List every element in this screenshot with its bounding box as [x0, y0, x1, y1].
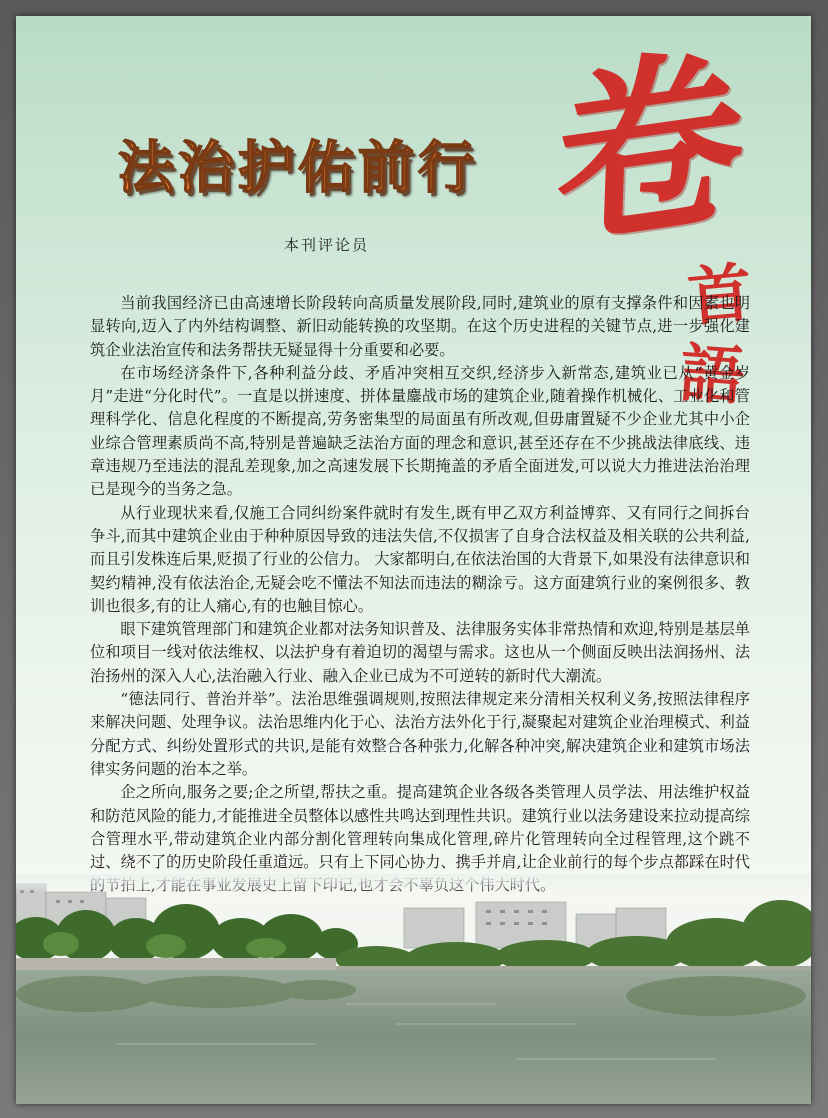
article-paragraph: “德法同行、普治并举”。法治思维强调规则,按照法律规定来分清相关权利义务,按照法律程序来解决问题、处理争议。法治思维内化于心、法治方法外化于行,凝聚起对建筑企业治理模式、利益分配方式、纠纷处置形式的共识,是能有效整合各种张力,化解各种冲突,解决建筑企业和建筑市场法律实务问题的治本之举。 — [90, 690, 750, 778]
article-paragraph: 企之所向,服务之要;企之所望,帮扶之重。提高建筑企业各级各类管理人员学法、用法维护权益和防范风险的能力,才能推进全员整体以感性共鸣达到理性共识。建筑行业以法务建设来拉动提高综合管理水平,带动建筑企业内部分割化管理转向集成化管理,碎片化管理转向全过程管理,这个跳不过、绕不了的历史阶段任重道远。只有上下同心协力、携手并肩,让企业前行的每个步点都踩在时代 — [90, 783, 750, 872]
article-paragraph: 当前我国经济已由高速增长阶段转向高质量发展阶段,同时,建筑业的原有支撑条件和因素也明显转向,迈入了内外结构调整、新旧动能转换的攻坚期。在这个历史进程的关键节点,进一步强化建筑企业法治宣传和法务帮扶无疑显得十分重要和必要。 — [90, 294, 750, 359]
calligraphy-big-char: 卷 — [551, 22, 749, 275]
article-title: 法治护佑前行 — [118, 136, 478, 201]
calligraphy-small-char: 首 — [684, 255, 756, 336]
article-body — [90, 292, 750, 898]
article-paragraph: 眼下建筑管理部门和建筑企业都对法务知识普及、法律服务实体非常热情和欢迎,特别是基层单位和项目一线对依法维权、以法护身有着迫切的渴望与需求。这也从一个侧面反映出法润扬州、法治扬州的深入人心,法治融入行业、融入企业已成为不可逆转的新时代大潮流。 — [90, 620, 750, 685]
calligraphy-small-char: 語 — [677, 335, 747, 416]
article-paragraph: 在市场经济条件下,各种利益分歧、矛盾冲突相互交织,经济步入新常态,建筑业已从“黄金岁月”走进“分化时代”。一直是以拼速度、拼体量鏖战市场的建筑企业,随着操作机械化、工业化和管理科学化、信息化程度的不断提高,劳务密集型的局面虽有所改观,但毋庸置疑不少企业尤其中小企业综合管理素质尚不高,特别是普遍缺乏法治方面的理念和意识,甚至还存在不少挑战法律底线、违章违规乃至违法的混乱差现象,加之高速发展下长期掩盖的矛盾全面迸发,可以说大力推进法治治理已是现今的当务之急。 — [90, 363, 750, 499]
magazine-page — [16, 16, 811, 1104]
article-author: 本刊评论员 — [284, 236, 370, 254]
article-paragraph: 从行业现状来看,仅施工合同纠纷案件就时有发生,既有甲乙双方利益博弈、又有同行之间拆台争斗,而其中建筑企业由于种种原因导致的违法失信,不仅损害了自身合法权益及相关联的公共利益,而且引发株连后果,贬损了行业的公信力。 大家都明白,在依法治国的大背景下,如果没有法律意识和契约精神,没有依法治企,无疑会吃不懂法不知法而违法的糊涂亏。这方面建筑行业的案例很多、教训也很多,有的让人痛心,有的也触目惊心。 — [90, 503, 750, 615]
river-city-scenery-image — [16, 874, 811, 1104]
